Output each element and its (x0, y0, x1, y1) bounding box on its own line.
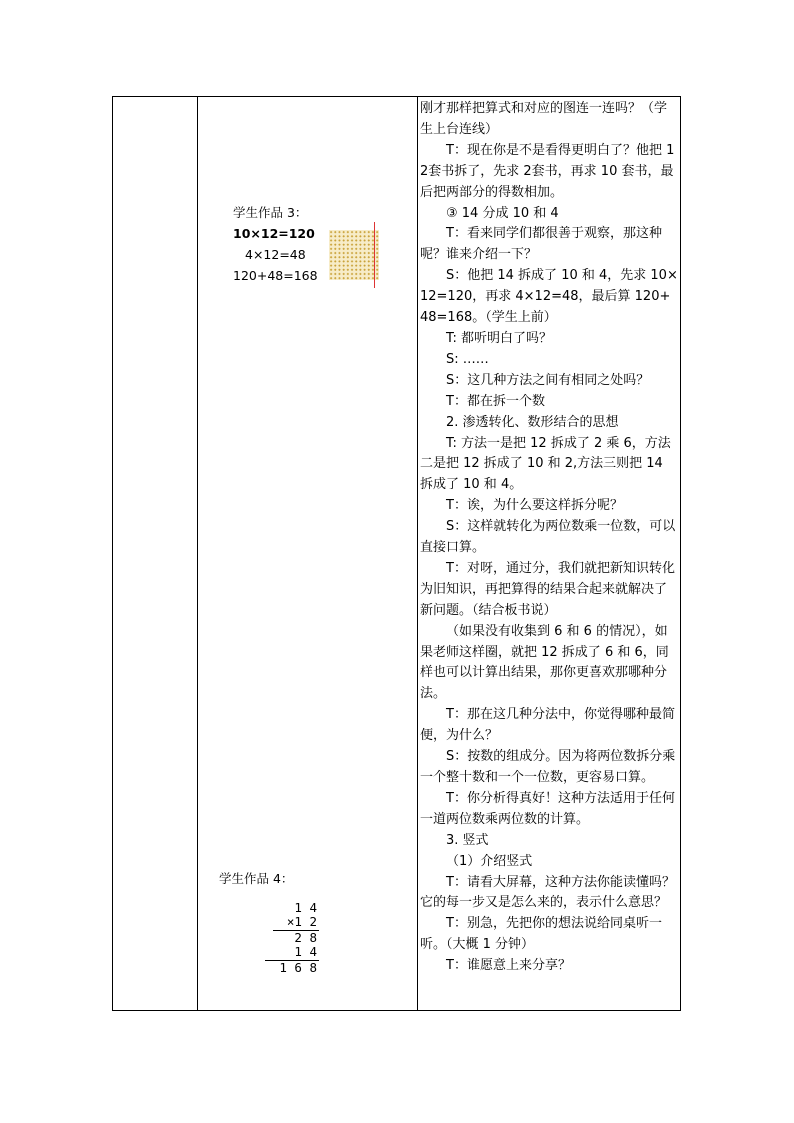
paragraph: T：谁愿意上来分享？ (446, 958, 571, 974)
column-divider-1 (197, 97, 198, 1010)
paragraph: T：对呀，通过分，我们就把新知识转化为旧知识，再把算得的结果合起来就解决了新问题。（结合板书说） (420, 560, 675, 618)
vertical-row-3: 2 8 (294, 930, 317, 945)
paragraph: T: 都听明白了吗？ (446, 330, 553, 346)
paragraph: T: 方法一是把 12 拆成了 2 乘 6，方法二是把 12 拆成了 10 和 2,方法三则把 14 拆成了 10 和 4。 (420, 435, 671, 493)
paragraph: S: …… (446, 351, 489, 367)
paragraph: T：请看大屏幕，这种方法你能读懂吗？它的每一步又是怎么来的，表示什么意思？ (420, 874, 675, 911)
paragraph: T：都在拆一个数 (446, 393, 545, 409)
vertical-row-4: 1 4 (294, 944, 317, 959)
paragraph: S：他把 14 拆成了 10 和 4，先求 10×12=120，再求 4×12=48，最后算 120+48=168。（学生上前） (420, 268, 678, 326)
dot-array-image (329, 230, 379, 280)
work3-equation-2: 4×12=48 (245, 247, 306, 262)
paragraph: ③ 14 分成 10 和 4 (446, 205, 559, 221)
paragraph: （如果没有收集到 6 和 6 的情况），如果老师这样圈，就把 12 拆成了 6 和 6，同样也可以计算出结果，那你更喜欢那哪种分法。 (420, 623, 669, 702)
paragraph: 2. 渗透转化、数形结合的思想 (446, 414, 619, 430)
paragraph: （1）介绍竖式 (446, 853, 533, 869)
paragraph: T：你分析得真好！这种方法适用于任何一道两位数乘两位数的计算。 (420, 790, 675, 827)
paragraph: T：诶，为什么要这样拆分呢？ (446, 498, 623, 514)
paragraph: T：那在这几种分法中，你觉得哪种最简便，为什么？ (420, 707, 675, 744)
work3-equation-3: 120+48=168 (233, 268, 318, 283)
paragraph: S：按数的组成分。因为将两位数拆分乘一个整十数和一个一位数，更容易口算。 (420, 749, 676, 785)
paragraph: 3. 竖式 (446, 832, 489, 848)
work3-equation-1: 10×12=120 (233, 226, 315, 241)
paragraph: T：看来同学们都很善于观察，那这种呢？谁来介绍一下？ (420, 226, 662, 263)
paragraph: T：别急，先把你的想法说给同桌听一听。（大概 1 分钟） (420, 916, 662, 953)
paragraph: S：这样就转化为两位数乘一位数，可以直接口算。 (420, 519, 676, 556)
column-divider-2 (417, 97, 418, 1010)
paragraph: T：现在你是不是看得更明白了？他把 12套书拆了，先求 2套书，再求 10 套书，最后把两部分的得数相加。 (420, 142, 675, 200)
work3-title: 学生作品 3： (233, 205, 308, 220)
teaching-process (420, 99, 678, 977)
vertical-row-2: ×1 2 (286, 914, 317, 929)
work4-title: 学生作品 4： (219, 871, 294, 886)
vertical-row-1: 1 4 (294, 900, 317, 915)
paragraph: S：这几种方法之间有相同之处吗？ (446, 372, 650, 388)
lesson-table (112, 96, 681, 1011)
paragraph: 刚才那样把算式和对应的图连一连吗？（学生上台连线） (420, 101, 668, 137)
dot-array-split-line (374, 222, 375, 288)
vertical-row-5: 1 6 8 (279, 960, 317, 975)
